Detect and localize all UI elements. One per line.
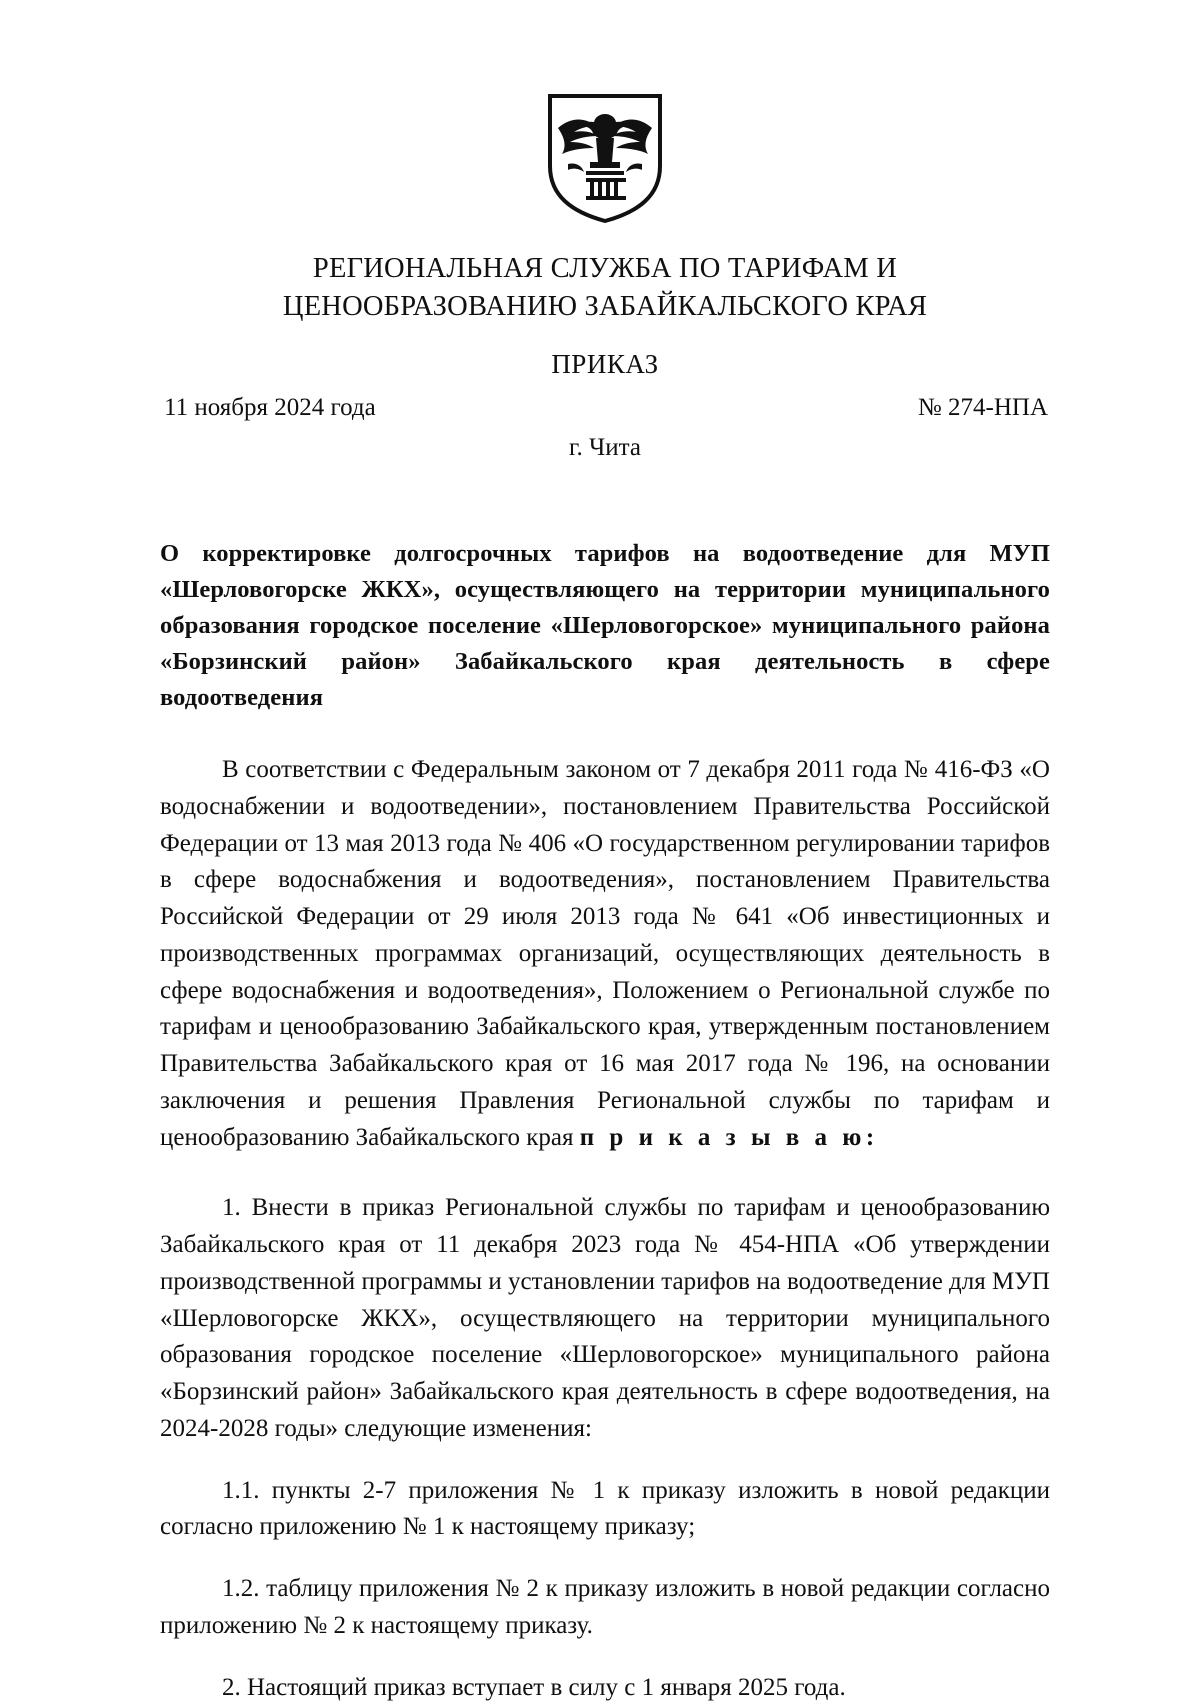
document-city: г. Чита <box>569 434 641 462</box>
document-kind: ПРИКАЗ <box>551 349 659 380</box>
order-item-1: 1. Внести в приказ Региональной службы по тарифам и ценообразованию Забайкальского края от 11 декабря 2023 года № 454-НПА «Об утверждении производственной программы и установлении тарифов на водоотведение для МУП «Шерловогорске ЖКХ», осуществляющего на территории муниципального образования городское поселение «Шерловогорское» муниципального района «Борзинский район» Забайкальского края деятельность в сфере водоотведения, на 2024-2028 годы» следующие изменения: <box>160 1194 1050 1442</box>
preamble-paragraph <box>160 752 1050 1156</box>
coat-of-arms-icon <box>546 92 664 224</box>
order-item-1-2: 1.2. таблицу приложения № 2 к приказу изложить в новой редакции согласно приложению № 2 к настоящему приказу. <box>160 1575 1050 1639</box>
document-date: 11 ноября 2024 года <box>164 394 376 422</box>
organization-title-line-2: ЦЕНООБРАЗОВАНИЮ ЗАБАЙКАЛЬСКОГО КРАЯ <box>282 290 928 322</box>
order-item-1-1: 1.1. пункты 2-7 приложения № 1 к приказу изложить в новой редакции согласно приложению № 1 к настоящему приказу; <box>160 1476 1050 1541</box>
organization-title-line-1: РЕГИОНАЛЬНАЯ СЛУЖБА ПО ТАРИФАМ И <box>312 253 898 284</box>
document-meta-row <box>160 394 1050 422</box>
order-item-2: 2. Настоящий приказ вступает в силу с 1 января 2025 года. <box>222 1673 846 1701</box>
document-number: № 274-НПА <box>917 394 1048 422</box>
preamble-text: В соответствии с Федеральным законом от 7 декабря 2011 года № 416-ФЗ «О водоснабжении и водоотведении», постановлением Правительства Российской Федерации от 13 мая 2013 года № 406 «О государственном регулировании тарифов в сфере водоснабжения и водоотведения», постановлением Правительства Российской Федерации от 29 июля 2013 года № 641 «Об инвестиционных и производственных программах организаций, осуществляющих деятельность в сфере водоснабжения и водоотведения», Положением о Региональной службе по тарифам и ценообразованию Забайкальского края, утвержденным постановлением Правительства Забайкальского края от 16 мая 2017 года № 196, на основании заключения и решения Правления Региональной службы по тарифам и ценообразованию Забайкальского края <box>160 756 1050 1151</box>
emblem-container <box>160 0 1050 224</box>
document-subject: О корректировке долгосрочных тарифов на водоотведение для МУП «Шерловогорске ЖКХ», осуществляющего на территории муниципального образования городское поселение «Шерловогорское» муниципального района «Борзинский район» Забайкальского края деятельность в сфере водоотведения <box>160 540 1050 712</box>
order-verb: п р и к а з ы в а ю: <box>579 1123 879 1151</box>
organization-title <box>160 250 1050 325</box>
